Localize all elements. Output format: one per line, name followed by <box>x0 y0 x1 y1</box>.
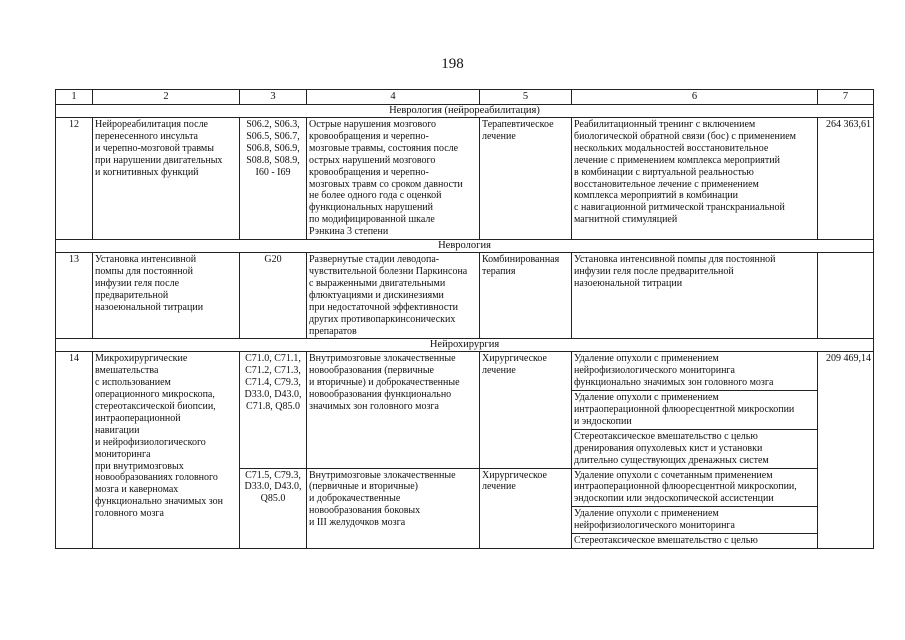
text-line: препаратов <box>309 325 357 337</box>
text-line: кровообращения и черепно- <box>309 130 429 142</box>
diagnosis-codes <box>240 118 307 240</box>
text-line: Развернутые стадии леводопа- <box>309 254 440 266</box>
patient-model <box>307 118 480 240</box>
text-line: Установка интенсивной <box>95 254 197 266</box>
text-line: лечение <box>482 365 516 377</box>
text-line: лечение <box>482 130 516 142</box>
header-cell: 6 <box>572 90 818 105</box>
text-line: инфузии геля после <box>95 277 180 289</box>
text-line: кровообращения и черепно- <box>309 166 429 178</box>
text-line: и черепно-мозговой травмы <box>95 142 214 154</box>
text-line: и доброкачественные <box>309 493 401 505</box>
text-line: назоеюнальной титрации <box>95 301 204 313</box>
text-line: C71.5, C79.3, <box>245 469 301 481</box>
text-line: Удаление опухоли с применением <box>574 392 719 404</box>
diagnosis-codes <box>240 352 307 468</box>
text-line: мониторинга <box>95 448 151 460</box>
text-line: Микрохирургические <box>95 353 188 365</box>
treatment-type <box>480 118 572 240</box>
text-line: Острые нарушения мозгового <box>309 119 437 130</box>
text-line: Хирургическое <box>482 353 547 365</box>
text-line: нескольких модальностей восстановительное <box>574 142 769 154</box>
row-number: 12 <box>56 118 93 240</box>
text-line: флюктуациями и дискинезиями <box>309 289 444 301</box>
text-line: и нейрофизиологического <box>95 436 206 448</box>
text-line: Удаление опухоли с применением <box>574 508 719 520</box>
text-line: и эндоскопии <box>574 415 632 427</box>
text-line: чувствительной болезни Паркинсона <box>309 265 468 277</box>
text-line: Стереотаксическое вмешательство с целью <box>574 535 758 547</box>
text-line: длительно существующих дренажных систем <box>574 454 769 466</box>
patient-model <box>307 253 480 339</box>
text-line: значимых зон головного мозга <box>309 401 439 413</box>
text-line: лечение <box>482 481 516 493</box>
text-line: и III желудочков мозга <box>309 517 406 529</box>
text-line: Удаление опухоли с применением <box>574 353 719 365</box>
page-number: 198 <box>441 56 464 72</box>
text-line: новообразования функционально <box>309 389 452 401</box>
text-line: при внутримозговых <box>95 460 184 472</box>
text-line: S06.8, S06.9, <box>246 142 300 154</box>
text-line: новообразованиях головного <box>95 472 218 484</box>
text-line: восстановительное лечение с применением <box>574 178 759 190</box>
section-title: Неврология (нейрореабилитация) <box>56 105 874 118</box>
text-line: при недостаточной эффективности <box>309 301 459 313</box>
text-line: острых нарушений мозгового <box>309 154 436 166</box>
text-line: новообразования (первичные <box>309 365 434 377</box>
text-line: I60 - I69 <box>255 166 291 178</box>
text-line: биологической обратной связи (бос) с применением <box>574 130 796 142</box>
section-title: Неврология <box>56 240 874 253</box>
text-line: интраоперационной флюоресцентной микроскопии, <box>574 481 797 493</box>
text-line: навигации <box>95 424 140 436</box>
text-line: G20 <box>264 254 282 266</box>
treatment-type <box>480 352 572 468</box>
header-cell: 1 <box>56 90 93 105</box>
text-line: нейрофизиологического мониторинга <box>574 520 735 532</box>
text-line: операционного микроскопа, <box>95 389 215 401</box>
text-line: комплекса мероприятий в комбинации <box>574 190 739 202</box>
treatment-method <box>572 118 818 240</box>
text-line: нейрофизиологического мониторинга <box>574 365 735 377</box>
section-row <box>56 240 874 253</box>
text-line: функциональных нарушений <box>309 202 433 214</box>
text-line: головного мозга <box>95 508 164 520</box>
treatment-method <box>572 468 818 507</box>
text-line: Нейрореабилитация после <box>95 119 208 130</box>
header-cell: 3 <box>240 90 307 105</box>
table-row <box>56 118 874 240</box>
diagnosis-codes <box>240 468 307 548</box>
text-line: мозговых травм со сроком давности <box>309 178 463 190</box>
text-line: S06.5, S06.7, <box>246 130 300 142</box>
row-number: 14 <box>56 352 93 549</box>
text-line: и вторичные) и доброкачественные <box>309 377 460 389</box>
treatment-method <box>572 391 818 430</box>
text-line: Стереотаксическое вмешательство с целью <box>574 430 758 442</box>
patient-model <box>307 468 480 548</box>
text-line: терапия <box>482 265 516 277</box>
text-line: Хирургическое <box>482 469 547 481</box>
header-cell: 5 <box>480 90 572 105</box>
text-line: в комбинации с виртуальной реальностью <box>574 166 754 178</box>
treatment-method <box>572 352 818 391</box>
text-line: мозга и каверномах <box>95 484 179 496</box>
text-line: других противопаркинсонических <box>309 313 456 325</box>
text-line: лечение с применением комплекса мероприятий <box>574 154 780 166</box>
treatment-type <box>480 468 572 548</box>
text-line: (первичные и вторичные) <box>309 481 419 493</box>
text-line: с выраженными двигательными <box>309 277 446 289</box>
treatment-method <box>572 429 818 468</box>
header-row <box>56 90 874 105</box>
text-line: Внутримозговые злокачественные <box>309 469 456 481</box>
services-table <box>55 89 874 549</box>
cost-value: 209 469,14 <box>818 352 874 549</box>
service-name <box>93 352 240 549</box>
treatment-method <box>572 507 818 534</box>
text-line: предварительной <box>95 289 169 301</box>
text-line: C71.0, C71.1, <box>245 353 301 365</box>
text-line: перенесенного инсульта <box>95 130 198 142</box>
text-line: интраоперационной <box>95 412 181 424</box>
text-line: эндоскопии или эндоскопической ассистенции <box>574 493 774 505</box>
treatment-method <box>572 253 818 339</box>
text-line: Q85.0 <box>260 493 286 505</box>
service-name <box>93 118 240 240</box>
text-line: инфузии геля после предварительной <box>574 265 734 277</box>
text-line: по модифицированной шкале <box>309 214 435 226</box>
text-line: Реабилитационный тренинг с включением <box>574 119 756 130</box>
text-line: с навигационной ритмической транскраниальной <box>574 202 785 214</box>
text-line: Внутримозговые злокачественные <box>309 353 456 365</box>
text-line: Терапевтическое <box>482 119 554 130</box>
text-line: функционально значимых зон <box>95 496 223 508</box>
diagnosis-codes <box>240 253 307 339</box>
text-line: интраоперационной флюоресцентной микроскопии <box>574 404 795 416</box>
text-line: назоеюнальной титрации <box>574 277 683 289</box>
text-line: Рэнкина 3 степени <box>309 226 389 238</box>
text-line: помпы для постоянной <box>95 265 193 277</box>
cost-value <box>818 253 874 339</box>
text-line: функционально значимых зон головного мозга <box>574 377 774 389</box>
text-line: мозговые травмы, состояния после <box>309 142 459 154</box>
text-line: D33.0, D43.0, <box>244 389 302 401</box>
text-line: C71.8, Q85.0 <box>246 401 300 413</box>
section-row <box>56 105 874 118</box>
row-number: 13 <box>56 253 93 339</box>
text-line: Удаление опухоли с сочетанным применением <box>574 469 773 481</box>
service-name <box>93 253 240 339</box>
section-title: Нейрохирургия <box>56 339 874 352</box>
text-line: Установка интенсивной помпы для постоянной <box>574 254 776 266</box>
text-line: S06.2, S06.3, <box>246 119 300 130</box>
text-line: стереотаксической биопсии, <box>95 401 216 413</box>
table-row <box>56 352 874 391</box>
treatment-type <box>480 253 572 339</box>
text-line: Комбинированная <box>482 254 560 266</box>
header-cell: 4 <box>307 90 480 105</box>
text-line: с использованием <box>95 377 171 389</box>
section-row <box>56 339 874 352</box>
patient-model <box>307 352 480 468</box>
text-line: C71.2, C71.3, <box>245 365 301 377</box>
text-line: D33.0, D43.0, <box>244 481 302 493</box>
text-line: новообразования боковых <box>309 505 421 517</box>
text-line: и когнитивных функций <box>95 166 199 178</box>
header-cell: 2 <box>93 90 240 105</box>
treatment-method <box>572 534 818 549</box>
cost-value: 264 363,61 <box>818 118 874 240</box>
text-line: не более одного года с оценкой <box>309 190 442 202</box>
text-line: S08.8, S08.9, <box>246 154 300 166</box>
table-row <box>56 253 874 339</box>
text-line: при нарушении двигательных <box>95 154 223 166</box>
text-line: C71.4, C79.3, <box>245 377 301 389</box>
text-line: дренирования опухолевых кист и установки <box>574 442 763 454</box>
text-line: магнитной стимуляцией <box>574 214 678 226</box>
header-cell: 7 <box>818 90 874 105</box>
text-line: вмешательства <box>95 365 159 377</box>
